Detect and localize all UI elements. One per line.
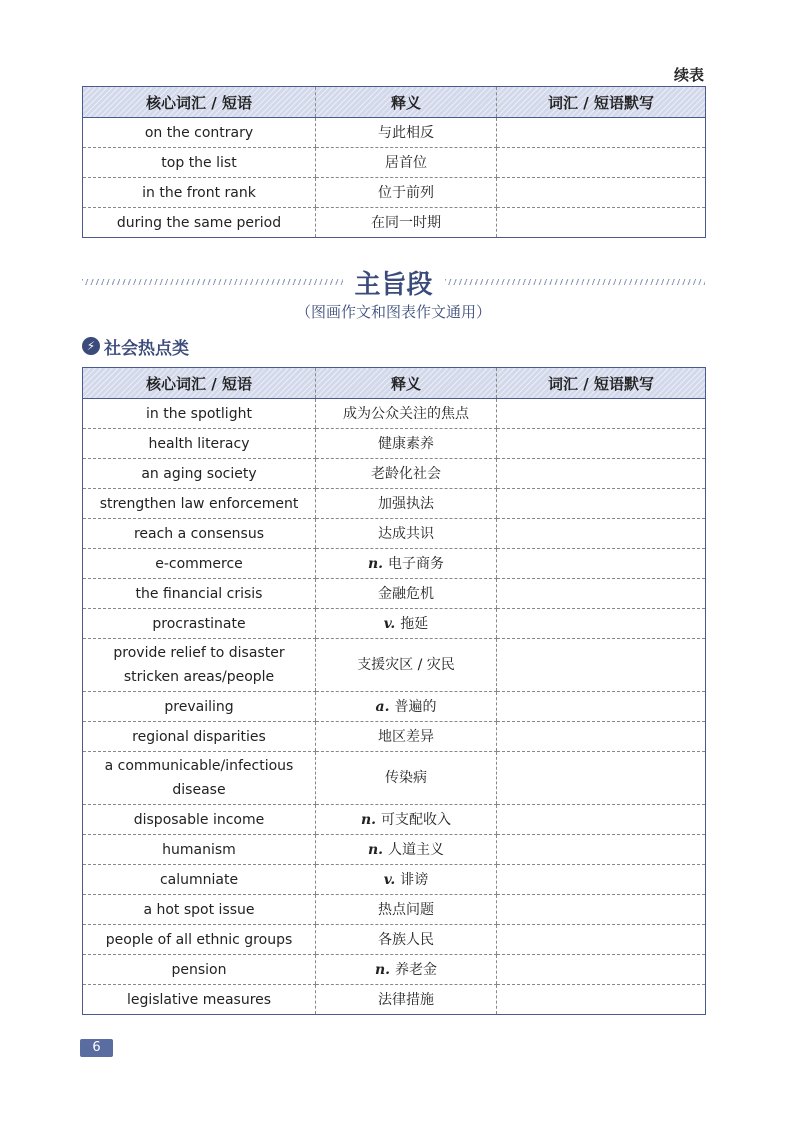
table-row <box>83 148 706 178</box>
table-row <box>83 489 706 519</box>
vocab-term: a communicable/infectious disease <box>83 752 316 805</box>
vocab-meaning: 可支配收入 <box>381 811 452 828</box>
vocab-meaning-cell <box>316 985 497 1015</box>
vocab-meaning: 位于前列 <box>378 184 434 201</box>
header-meaning: 释义 <box>316 87 497 118</box>
dictation-blank[interactable] <box>497 752 706 805</box>
header-core-vocab: 核心词汇 / 短语 <box>83 87 316 118</box>
vocab-term: humanism <box>83 835 316 865</box>
vocab-meaning: 健康素养 <box>378 435 434 452</box>
header-dictation: 词汇 / 短语默写 <box>497 87 706 118</box>
vocab-meaning-cell <box>316 835 497 865</box>
table-row <box>83 865 706 895</box>
dictation-blank[interactable] <box>497 178 706 208</box>
vocab-meaning: 各族人民 <box>378 931 434 948</box>
table-row <box>83 459 706 489</box>
vocab-meaning-cell <box>316 549 497 579</box>
dictation-blank[interactable] <box>497 549 706 579</box>
vocab-meaning: 诽谤 <box>400 871 429 888</box>
continued-label: 续表 <box>673 66 704 84</box>
vocab-term: an aging society <box>83 459 316 489</box>
table-row <box>83 835 706 865</box>
dictation-blank[interactable] <box>497 925 706 955</box>
vocab-meaning: 支援灾区 / 灾民 <box>357 657 455 673</box>
vocab-meaning-cell <box>316 399 497 429</box>
dictation-blank[interactable] <box>497 489 706 519</box>
dictation-blank[interactable] <box>497 148 706 178</box>
part-of-speech: n. <box>367 555 384 572</box>
category-heading <box>82 334 189 358</box>
dictation-blank[interactable] <box>497 429 706 459</box>
table-row <box>83 955 706 985</box>
vocab-meaning-cell <box>316 805 497 835</box>
vocab-term: strengthen law enforcement <box>83 489 316 519</box>
section-heading <box>82 262 705 302</box>
vocab-term: pension <box>83 955 316 985</box>
header-dictation: 词汇 / 短语默写 <box>497 368 706 399</box>
dictation-blank[interactable] <box>497 865 706 895</box>
dictation-blank[interactable] <box>497 692 706 722</box>
dictation-blank[interactable] <box>497 805 706 835</box>
vocab-meaning: 传染病 <box>385 770 427 786</box>
vocab-term: in the spotlight <box>83 399 316 429</box>
vocab-meaning-cell <box>316 925 497 955</box>
vocab-term: calumniate <box>83 865 316 895</box>
header-meaning: 释义 <box>316 368 497 399</box>
table-row <box>83 429 706 459</box>
table-header-row <box>83 87 706 118</box>
vocab-meaning: 与此相反 <box>378 124 434 141</box>
vocab-term: during the same period <box>116 214 282 231</box>
vocab-meaning-cell <box>316 519 497 549</box>
vocab-term: e-commerce <box>83 549 316 579</box>
table-row <box>83 118 706 148</box>
dictation-blank[interactable] <box>497 459 706 489</box>
dictation-blank[interactable] <box>497 579 706 609</box>
vocab-meaning: 在同一时期 <box>371 214 441 231</box>
vocab-meaning: 达成共识 <box>378 525 434 542</box>
vocab-term: disposable income <box>83 805 316 835</box>
page-number: 6 <box>80 1039 113 1057</box>
table-row <box>83 178 706 208</box>
lightning-bolt-icon: ⚡ <box>82 337 100 355</box>
vocab-meaning: 普遍的 <box>394 698 437 715</box>
table-row <box>83 985 706 1015</box>
part-of-speech: n. <box>374 961 391 978</box>
vocab-meaning: 老龄化社会 <box>371 465 441 482</box>
table-header-row <box>83 368 706 399</box>
part-of-speech: n. <box>367 841 384 858</box>
table-row <box>83 208 706 238</box>
vocab-meaning-cell <box>316 178 497 208</box>
vocab-meaning-cell <box>316 489 497 519</box>
vocab-term: people of all ethnic groups <box>83 925 316 955</box>
vocab-term: legislative measures <box>126 991 272 1008</box>
table-row <box>83 722 706 752</box>
table-row <box>83 399 706 429</box>
dictation-blank[interactable] <box>497 399 706 429</box>
vocab-term: reach a consensus <box>83 519 316 549</box>
table-row <box>83 752 706 805</box>
part-of-speech: a. <box>375 698 390 715</box>
vocab-meaning: 拖延 <box>400 615 429 632</box>
vocab-term: on the contrary <box>83 118 316 148</box>
section-subtitle: （图画作文和图表作文通用） <box>295 303 491 321</box>
dictation-blank[interactable] <box>497 955 706 985</box>
dictation-blank[interactable] <box>497 722 706 752</box>
vocab-meaning-cell <box>316 955 497 985</box>
vocab-meaning-cell <box>316 865 497 895</box>
vocab-term: the financial crisis <box>83 579 316 609</box>
vocab-meaning-cell <box>316 639 497 692</box>
dictation-blank[interactable] <box>497 985 706 1015</box>
part-of-speech: v. <box>383 615 396 632</box>
vocab-meaning-cell <box>316 752 497 805</box>
dictation-blank[interactable] <box>497 519 706 549</box>
vocab-meaning-cell <box>316 895 497 925</box>
vocab-term: top the list <box>83 148 316 178</box>
vocab-term: prevailing <box>83 692 316 722</box>
dictation-blank[interactable] <box>497 208 706 238</box>
vocab-meaning: 加强执法 <box>378 495 434 512</box>
dictation-blank[interactable] <box>497 895 706 925</box>
decorative-divider-right <box>445 279 706 285</box>
vocab-meaning-cell <box>316 118 497 148</box>
table-row <box>83 895 706 925</box>
vocab-term: a hot spot issue <box>83 895 316 925</box>
vocab-meaning: 热点问题 <box>378 901 434 918</box>
category-label: 社会热点类 <box>104 338 189 359</box>
vocab-meaning-cell <box>316 692 497 722</box>
vocab-table-continued <box>82 86 706 238</box>
part-of-speech: n. <box>360 811 377 828</box>
vocab-meaning-cell <box>316 459 497 489</box>
vocab-meaning: 金融危机 <box>378 585 434 602</box>
dictation-blank[interactable] <box>497 639 706 692</box>
dictation-blank[interactable] <box>497 835 706 865</box>
vocab-term: regional disparities <box>83 722 316 752</box>
part-of-speech: v. <box>383 871 396 888</box>
table-row <box>83 925 706 955</box>
table-row <box>83 579 706 609</box>
decorative-divider-left <box>82 279 343 285</box>
vocab-meaning-cell <box>316 208 497 238</box>
vocab-meaning: 人道主义 <box>388 841 445 858</box>
dictation-blank[interactable] <box>497 118 706 148</box>
vocab-table-social-hotspots <box>82 367 706 1015</box>
table-row <box>83 639 706 692</box>
vocab-meaning-cell <box>316 579 497 609</box>
vocab-meaning-cell <box>316 609 497 639</box>
vocab-term: procrastinate <box>83 609 316 639</box>
dictation-blank[interactable] <box>497 609 706 639</box>
vocab-meaning-cell <box>316 429 497 459</box>
vocab-term: health literacy <box>83 429 316 459</box>
vocab-meaning: 成为公众关注的焦点 <box>343 405 469 422</box>
header-core-vocab: 核心词汇 / 短语 <box>83 368 316 399</box>
table-row <box>83 549 706 579</box>
vocab-meaning-cell <box>316 722 497 752</box>
vocab-meaning: 地区差异 <box>378 728 434 745</box>
vocab-meaning: 电子商务 <box>388 555 445 572</box>
table-row <box>83 609 706 639</box>
table-row <box>83 692 706 722</box>
vocab-term: provide relief to disaster stricken areas/people <box>83 639 316 692</box>
vocab-meaning: 居首位 <box>385 154 427 171</box>
table-row <box>83 805 706 835</box>
vocab-meaning: 养老金 <box>395 961 438 978</box>
section-title: 主旨段 <box>354 269 433 300</box>
vocab-term: in the front rank <box>83 178 316 208</box>
table-row <box>83 519 706 549</box>
vocab-meaning: 法律措施 <box>378 991 434 1008</box>
vocab-meaning-cell <box>316 148 497 178</box>
